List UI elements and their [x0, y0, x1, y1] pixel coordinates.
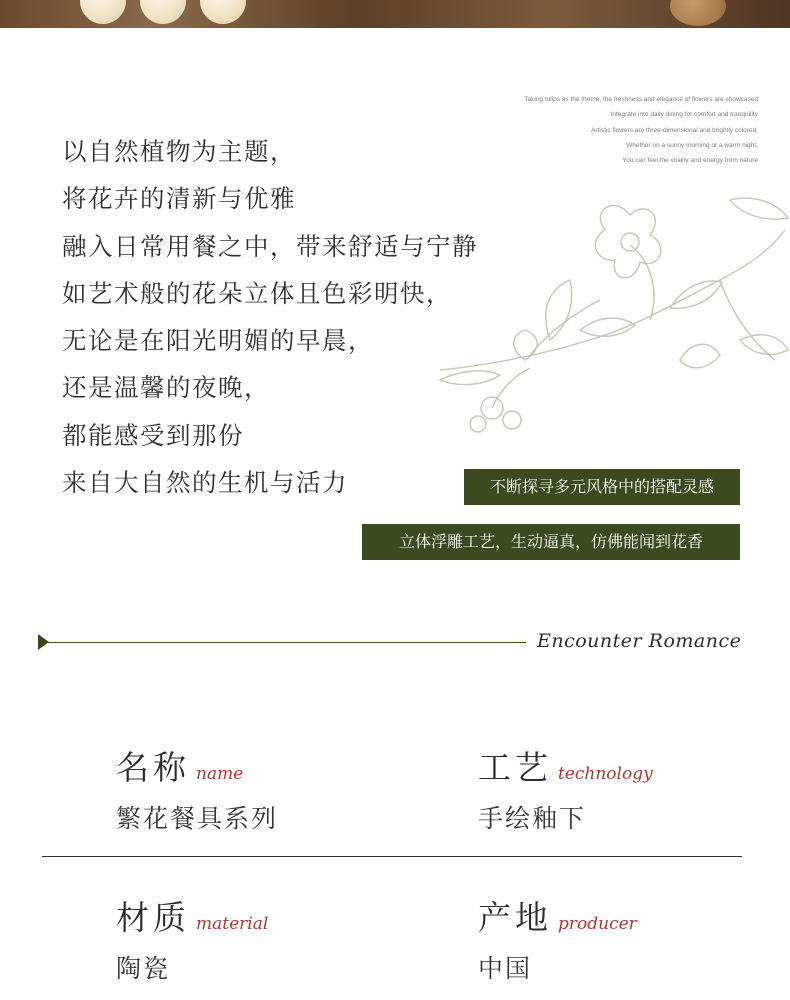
feature-tag-relief-craft: 立体浮雕工艺，生动逼真，仿佛能闻到花香	[362, 524, 740, 560]
spec-divider-line	[42, 856, 742, 857]
spec-sublabel: technology	[558, 764, 653, 784]
wooden-spoon-image	[670, 0, 726, 26]
spec-producer	[478, 892, 778, 985]
spec-sublabel: name	[196, 764, 244, 784]
intro-en-line: Whether on a sunny morning or a warm night,	[626, 141, 758, 149]
spec-value: 繁花餐具系列	[116, 804, 279, 833]
intro-cn-line: 都能感受到那份	[62, 420, 244, 450]
spec-sublabel: producer	[558, 914, 637, 934]
dumpling-image	[140, 0, 186, 24]
divider-title: Encounter Romance	[537, 630, 742, 652]
spec-label: 材质	[116, 898, 190, 937]
spec-label: 产地	[478, 898, 552, 937]
divider-line	[48, 642, 526, 643]
dumpling-image	[200, 0, 246, 24]
section-divider	[38, 630, 758, 656]
spec-sublabel: material	[196, 914, 269, 934]
intro-en-line: Integrate into daily dining for comfort and tranquility	[610, 111, 758, 119]
spec-value: 中国	[478, 954, 533, 983]
intro-cn-line: 还是温馨的夜晚，	[62, 373, 270, 403]
spec-material	[116, 892, 416, 985]
spec-value: 陶瓷	[116, 954, 171, 983]
spec-technology	[478, 742, 778, 835]
spec-label: 工艺	[478, 748, 552, 787]
intro-cn-line: 无论是在阳光明媚的早晨，	[62, 326, 374, 356]
intro-cn-line: 融入日常用餐之中，带来舒适与宁静	[62, 231, 478, 261]
dumpling-image	[80, 0, 126, 24]
feature-tag-inspiration: 不断探寻多元风格中的搭配灵感	[464, 469, 740, 505]
intro-en-line: Artistic flowers are three-dimensional and brightly colored,	[591, 126, 758, 134]
intro-en-line: You can feel the vitality and energy from nature	[622, 157, 758, 165]
intro-en-line: Taking tulips as the theme, the freshness and elegance of flowers are showcased	[524, 96, 758, 103]
spec-name	[116, 742, 416, 835]
intro-chinese-text	[62, 128, 542, 506]
intro-cn-line: 如艺术般的花朵立体且色彩明快，	[62, 278, 452, 308]
spec-value: 手绘釉下	[478, 804, 587, 833]
top-product-photo	[0, 0, 790, 28]
spec-label: 名称	[116, 748, 190, 787]
intro-cn-line: 将花卉的清新与优雅	[62, 184, 296, 214]
intro-cn-line: 来自大自然的生机与活力	[62, 468, 348, 498]
intro-cn-line: 以自然植物为主题，	[62, 137, 296, 166]
